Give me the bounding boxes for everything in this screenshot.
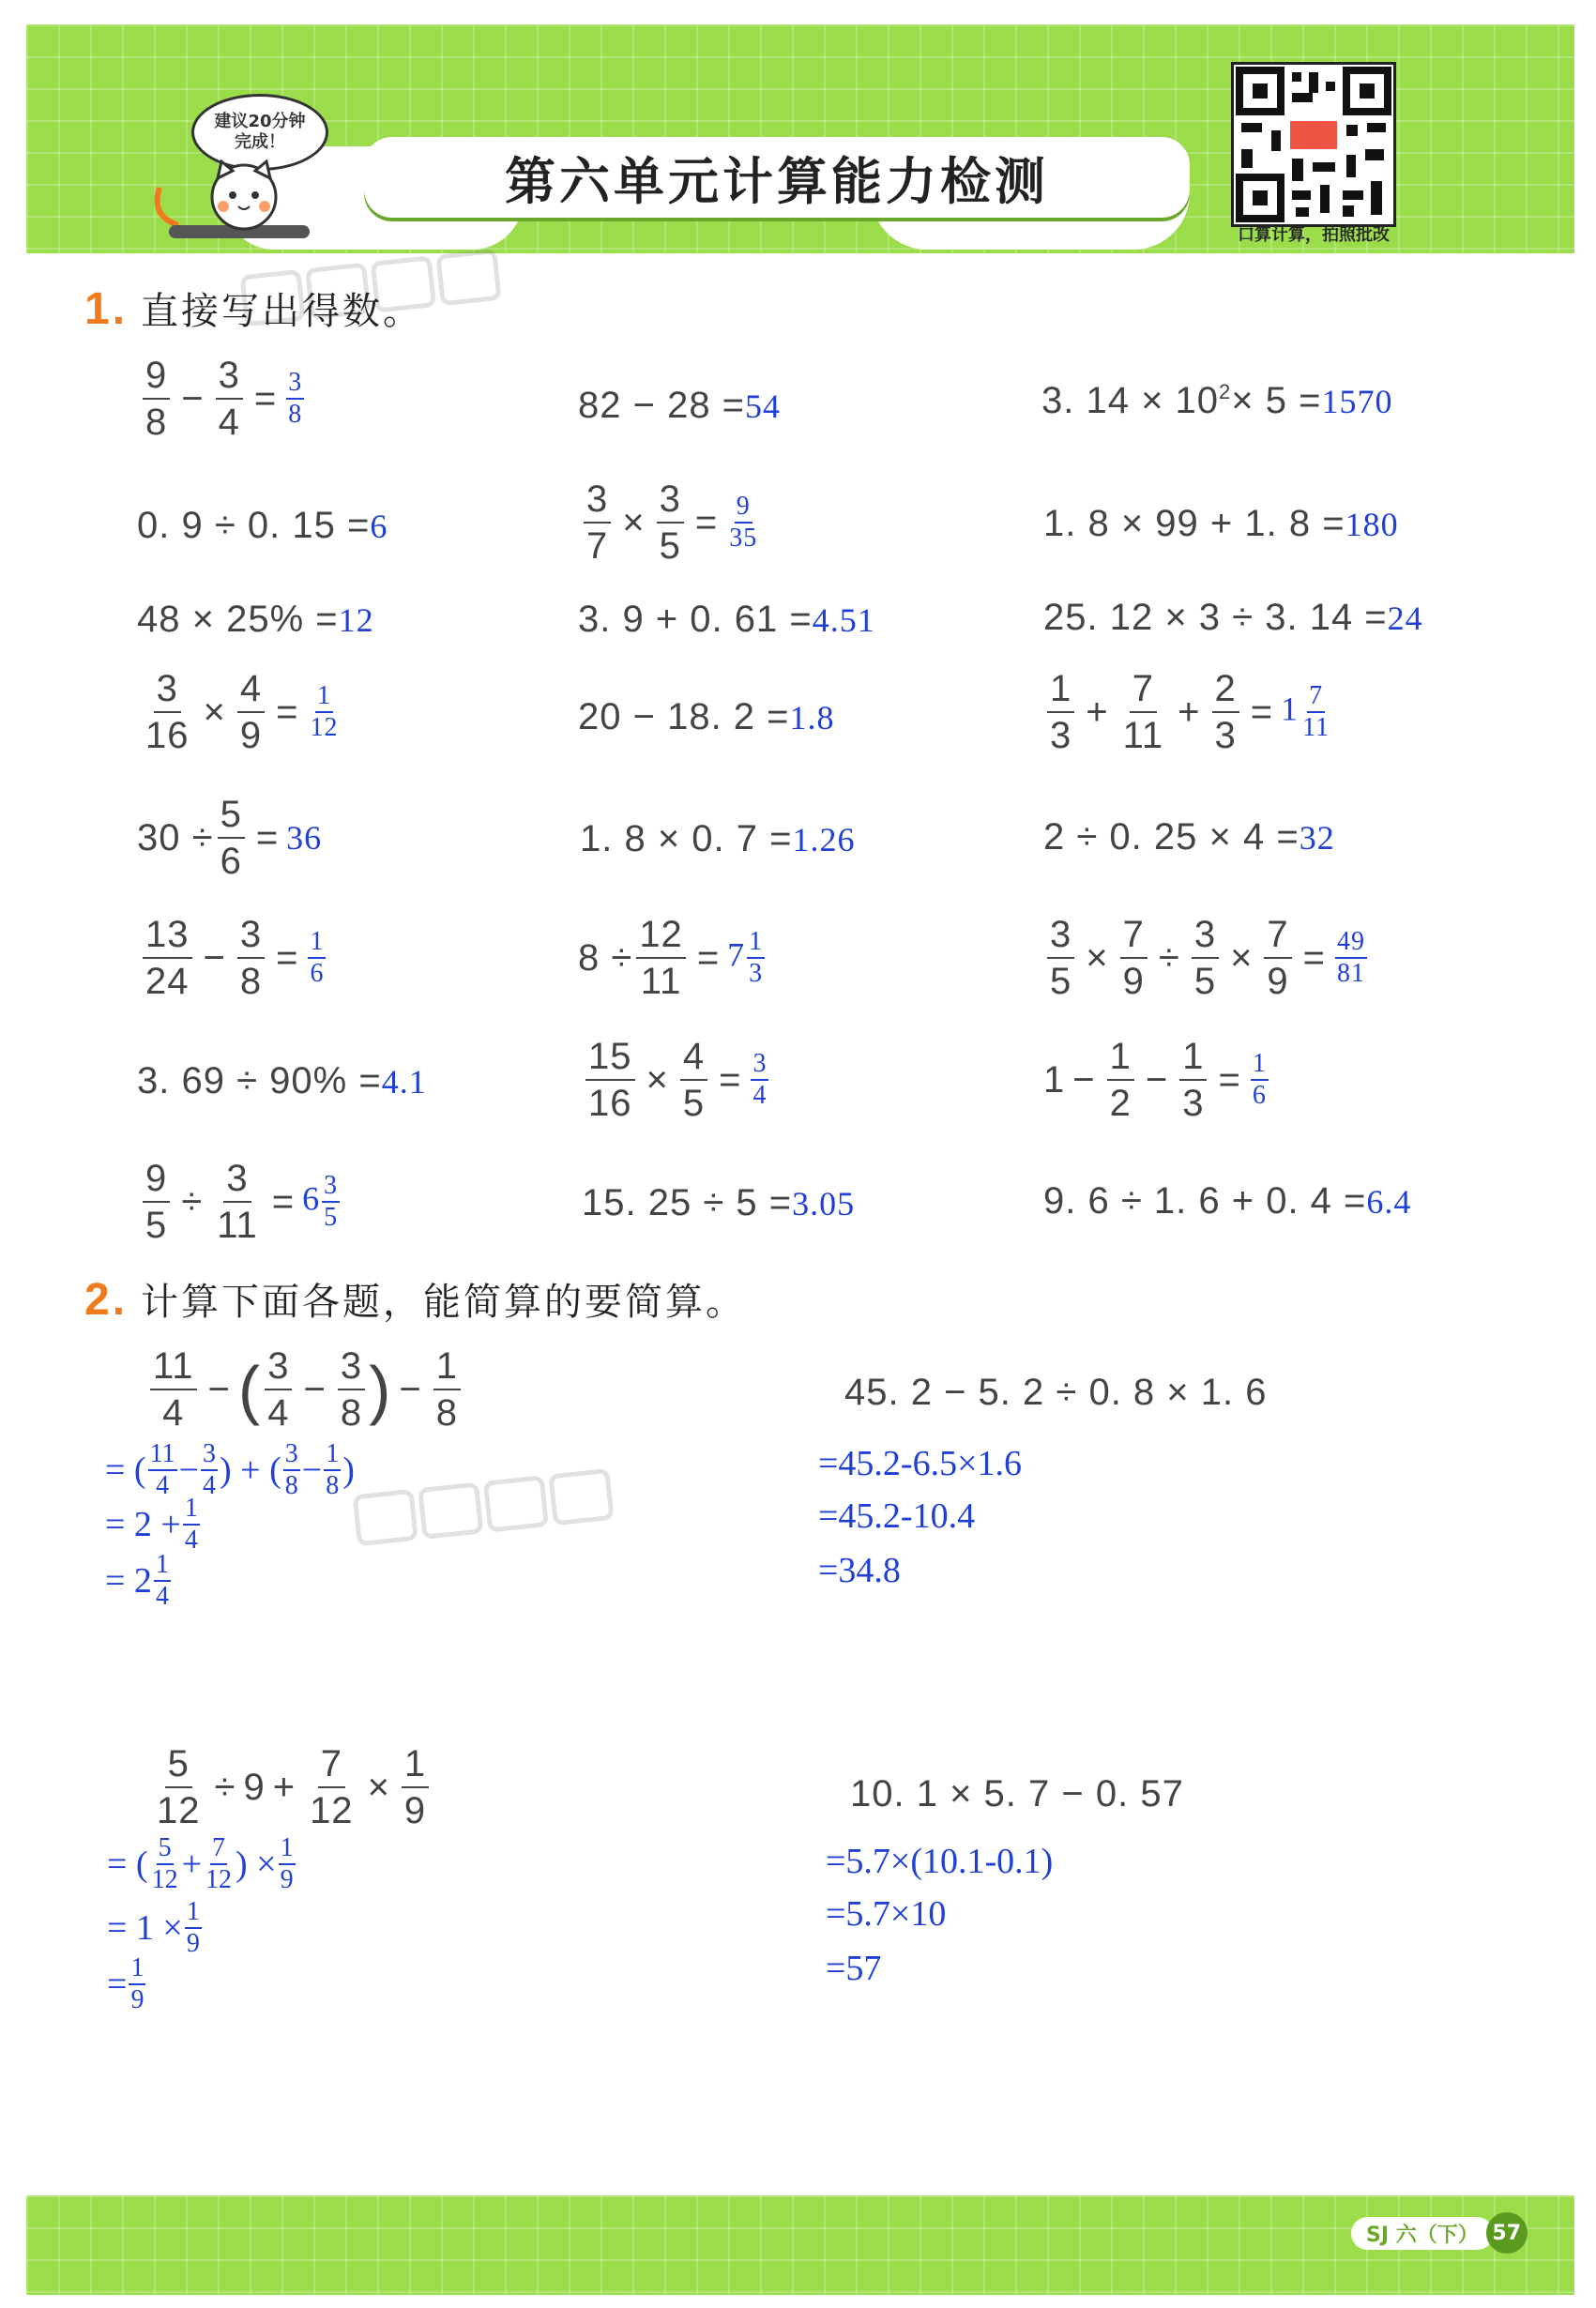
footer-band: [26, 2195, 1574, 2295]
answer: 1570: [1321, 382, 1393, 420]
problem-r5c2: 1. 8 × 0. 7 = 1.26: [580, 818, 856, 859]
section-number: 2.: [84, 1275, 129, 1325]
problem-r7c3: 1 − $\frac{1}{2}$ − $\frac{1}{3}$ = $\frac{1}{6}$: [1043, 1036, 1267, 1124]
qr-code-icon: [1231, 62, 1396, 227]
page-tag: [1351, 2214, 1528, 2252]
problem-r6c1: $\frac{13}{24}$ − $\frac{3}{8}$ = $\frac{1}{6}$: [139, 916, 327, 1000]
page-title: 第六单元计算能力检测: [505, 151, 1049, 211]
problem-r5c1: 30 ÷ $\frac{5}{6}$ = 36: [137, 794, 323, 882]
watermark-logo-icon: [347, 1464, 647, 1548]
problem-r6c2: 8 ÷ $\frac{12}{11}$ = 7 $\frac{1}{3}$: [578, 914, 764, 1002]
bubble-line-2: 完成！: [235, 132, 285, 152]
work-1-step-3: = 2 1 4: [105, 1550, 169, 1611]
work-2-step-1: =45.2-6.5×1.6: [818, 1444, 1023, 1483]
problem-r7c1: 3. 69 ÷ 90% = 4.1: [137, 1060, 427, 1101]
problem-r2c1: 0. 9 ÷ 0. 15 = 6: [137, 505, 388, 546]
work-4-step-2: =5.7×10: [826, 1894, 947, 1934]
answer: 180: [1345, 505, 1399, 543]
calc-problem-4: 10. 1 × 5. 7 − 0. 57: [850, 1773, 1184, 1815]
answer: 6.4: [1366, 1182, 1412, 1221]
answer: 1.26: [792, 820, 856, 858]
work-2-step-2: =45.2-10.4: [818, 1496, 976, 1536]
section-1-heading: [84, 281, 423, 335]
answer: 12: [338, 600, 374, 639]
problem-r2c3: 1. 8 × 99 + 1. 8 = 180: [1043, 503, 1399, 544]
book-label: SJ 六（下）: [1351, 2217, 1494, 2250]
problem-r8c2: 15. 25 ÷ 5 = 3.05: [582, 1182, 856, 1223]
calc-problem-3: $\frac{5}{12}$ ÷ 9 + $\frac{7}{12}$ × $\frac{1}{9}$: [150, 1745, 433, 1830]
calc-problem-2: 45. 2 − 5. 2 ÷ 0. 8 × 1. 6: [844, 1372, 1268, 1413]
calc-problem-1: $\frac{11}{4}$ − ( $\frac{3}{4}$ − $\frac{3}{8}$ ) − $\frac{1}{8}$: [146, 1347, 464, 1432]
problem-r1c3: 3. 14 × 10 $^2$ × 5 = 1570: [1041, 380, 1393, 421]
work-2-step-3: =34.8: [818, 1551, 901, 1590]
section-2-heading: [84, 1272, 746, 1326]
problem-r3c2: 3. 9 + 0. 61 = 4.51: [578, 599, 875, 640]
answer: 4.51: [812, 600, 875, 639]
answer: 32: [1299, 818, 1335, 857]
problem-r1c1: $\frac{9}{8}$ − $\frac{3}{4}$ = $\frac{3}{8}$: [139, 357, 306, 441]
work-1-step-1: = ( 11 4 − 3 4 ) + ( 3 8 − 1 8 ): [105, 1439, 355, 1500]
answer: 3.05: [792, 1184, 856, 1222]
work-4-step-3: =57: [826, 1949, 882, 1988]
answer: 24: [1387, 599, 1423, 637]
work-4-step-1: =5.7×(10.1-0.1): [826, 1842, 1054, 1881]
problem-r2c2: $\frac{3}{7}$ × $\frac{3}{5}$ = $\frac{9}{35}$: [580, 480, 761, 565]
cat-mascot-icon: [141, 159, 328, 246]
answer: 54: [745, 387, 782, 425]
problem-r6c3: $\frac{3}{5}$ × $\frac{7}{9}$ ÷ $\frac{3}{5}$ × $\frac{7}{9}$ = $\frac{49}{81}$: [1043, 916, 1369, 1000]
problem-r1c2: 82 − 28 = 54: [578, 385, 782, 426]
problem-r3c3: 25. 12 × 3 ÷ 3. 14 = 24: [1043, 597, 1423, 638]
work-1-step-2: = 2 + 1 4: [105, 1494, 198, 1555]
answer: 36: [286, 819, 323, 857]
work-3-step-2: = 1 × 1 9: [107, 1897, 200, 1958]
work-3-step-1: = ( 5 12 + 7 12 ) × 1 9: [107, 1833, 294, 1894]
problem-r4c2: 20 − 18. 2 = 1.8: [578, 696, 835, 737]
problem-r4c3: $\frac{1}{3}$ + $\frac{7}{11}$ + $\frac{2}{3}$ = 1 $\frac{7}{11}$: [1043, 670, 1333, 754]
answer: 4.1: [381, 1062, 427, 1101]
bubble-line-1: 建议20分钟: [214, 112, 306, 131]
problem-r5c3: 2 ÷ 0. 25 × 4 = 32: [1043, 816, 1335, 858]
answer: 1.8: [789, 698, 835, 736]
section-title: 计算下面各题，能简算的要简算。: [141, 1281, 747, 1324]
problem-r3c1: 48 × 25% = 12: [137, 599, 374, 640]
problem-r7c2: $\frac{15}{16}$ × $\frac{4}{5}$ = $\frac{3}{4}$: [582, 1038, 770, 1122]
page-number: 57: [1486, 2212, 1528, 2254]
problem-r4c1: $\frac{3}{16}$ × $\frac{4}{9}$ = $\frac{1}{12}$: [145, 668, 339, 756]
section-number: 1.: [84, 284, 129, 334]
page-title-box: [364, 137, 1190, 218]
section-title: 直接写出得数。: [141, 290, 424, 333]
work-3-step-3: = 1 9: [107, 1953, 144, 2014]
problem-r8c1: $\frac{9}{5}$ ÷ $\frac{3}{11}$ = 6 $\frac{3}{5}$: [139, 1160, 342, 1244]
problem-r8c3: 9. 6 ÷ 1. 6 + 0. 4 = 6.4: [1043, 1180, 1412, 1222]
qr-caption: 口算计算，拍照批改: [1238, 225, 1390, 245]
answer: 6: [370, 507, 388, 545]
